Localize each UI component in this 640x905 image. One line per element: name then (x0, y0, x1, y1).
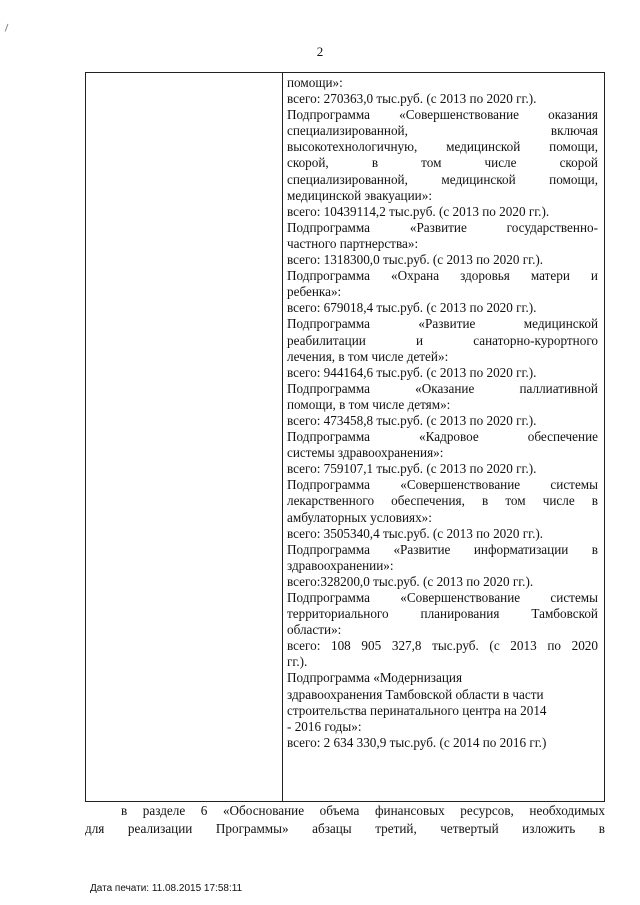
paragraph-line: для реализации Программы» абзацы третий, четвертый изложить в (85, 821, 605, 836)
cell-text-line: лекарственного обеспечения, в том числе в (287, 493, 598, 509)
cell-text-line: всего: 944164,6 тыс.руб. (с 2013 по 2020 гг.). (287, 364, 537, 380)
cell-text-line: здравоохранении»: (287, 557, 394, 573)
program-funding-table (85, 72, 605, 802)
cell-text-line: частного партнерства»: (287, 235, 419, 251)
cell-text-line: Подпрограмма «Совершенствование системы (287, 590, 598, 605)
cell-text-line: специализированной, медицинской помощи, (287, 171, 598, 187)
amendment-paragraph (85, 802, 605, 838)
cell-text-line: Подпрограмма «Кадровое обеспечение (287, 429, 598, 445)
cell-text-line: системы здравоохранения»: (287, 445, 444, 461)
cell-text-line: Подпрограмма «Совершенствование оказания (287, 107, 598, 123)
cell-text-line: скорой, в том числе скорой (287, 155, 598, 171)
table-column-divider (282, 73, 283, 801)
cell-text-line: лечения, в том числе детей»: (287, 348, 449, 364)
cell-text-line: медицинской эвакуации»: (287, 187, 432, 203)
cell-text-line: всего: 2 634 330,9 тыс.руб. (с 2014 по 2016 гг.) (287, 734, 547, 750)
margin-mark (5, 24, 11, 33)
cell-text-line: Подпрограмма «Развитие государственно- (287, 219, 598, 235)
cell-text-line: Подпрограмма «Совершенствование системы (287, 477, 598, 493)
cell-text-line: всего: 3505340,4 тыс.руб. (с 2013 по 2020 гг.). (287, 525, 544, 541)
print-date-footer: Дата печати: 11.08.2015 17:58:11 (90, 883, 243, 894)
page-number: 2 (316, 44, 324, 59)
cell-text-line: Подпрограмма «Развитие медицинской (287, 316, 598, 332)
cell-text-line: всего: 10439114,2 тыс.руб. (с 2013 по 2020 гг.). (287, 203, 550, 219)
cell-text-line: гг.). (287, 654, 308, 670)
cell-text-line: ребенка»: (287, 284, 342, 300)
cell-text-line: всего: 1318300,0 тыс.руб. (с 2013 по 2020 гг.). (287, 252, 544, 268)
cell-text-line: строительства перинатального центра на 2014 (287, 702, 547, 718)
cell-text-line: Подпрограмма «Модернизация (287, 670, 463, 686)
cell-text-line: Подпрограмма «Развитие информатизации в (287, 541, 598, 557)
cell-text-line: здравоохранения Тамбовской области в части (287, 686, 544, 702)
cell-text-line: помощи»: (287, 75, 343, 90)
cell-text-line: всего: 270363,0 тыс.руб. (с 2013 по 2020 гг.). (287, 91, 537, 107)
cell-text-line: Подпрограмма «Оказание паллиативной (287, 380, 598, 396)
cell-text-line: всего: 679018,4 тыс.руб. (с 2013 по 2020 гг.). (287, 300, 537, 316)
cell-text-line: помощи, в том числе детям»: (287, 396, 451, 412)
cell-text-line: всего: 759107,1 тыс.руб. (с 2013 по 2020 гг.). (287, 461, 537, 477)
cell-text-line: Подпрограмма «Охрана здоровья матери и (287, 268, 598, 284)
cell-text-line: амбулаторных условиях»: (287, 509, 432, 525)
cell-text-line: территориального планирования Тамбовской (287, 606, 598, 622)
cell-text-line: всего:328200,0 тыс.руб. (с 2013 по 2020 гг.). (287, 573, 534, 589)
cell-text-line: области»: (287, 622, 342, 638)
cell-text-line: - 2016 годы»: (287, 718, 362, 734)
paragraph-line: в разделе 6 «Обоснование объема финансовых ресурсов, необходимых (121, 803, 605, 818)
cell-text-line: реабилитации и санаторно-курортного (287, 332, 598, 348)
cell-text-line: всего: 108 905 327,8 тыс.руб. (с 2013 по 2020 (287, 638, 598, 654)
cell-text-line: высокотехнологичную, медицинской помощи, (287, 139, 598, 155)
cell-text-line: специализированной, включая (287, 123, 598, 139)
cell-text-line: всего: 473458,8 тыс.руб. (с 2013 по 2020 гг.). (287, 412, 537, 428)
table-cell-subprogram-funding (287, 75, 598, 751)
